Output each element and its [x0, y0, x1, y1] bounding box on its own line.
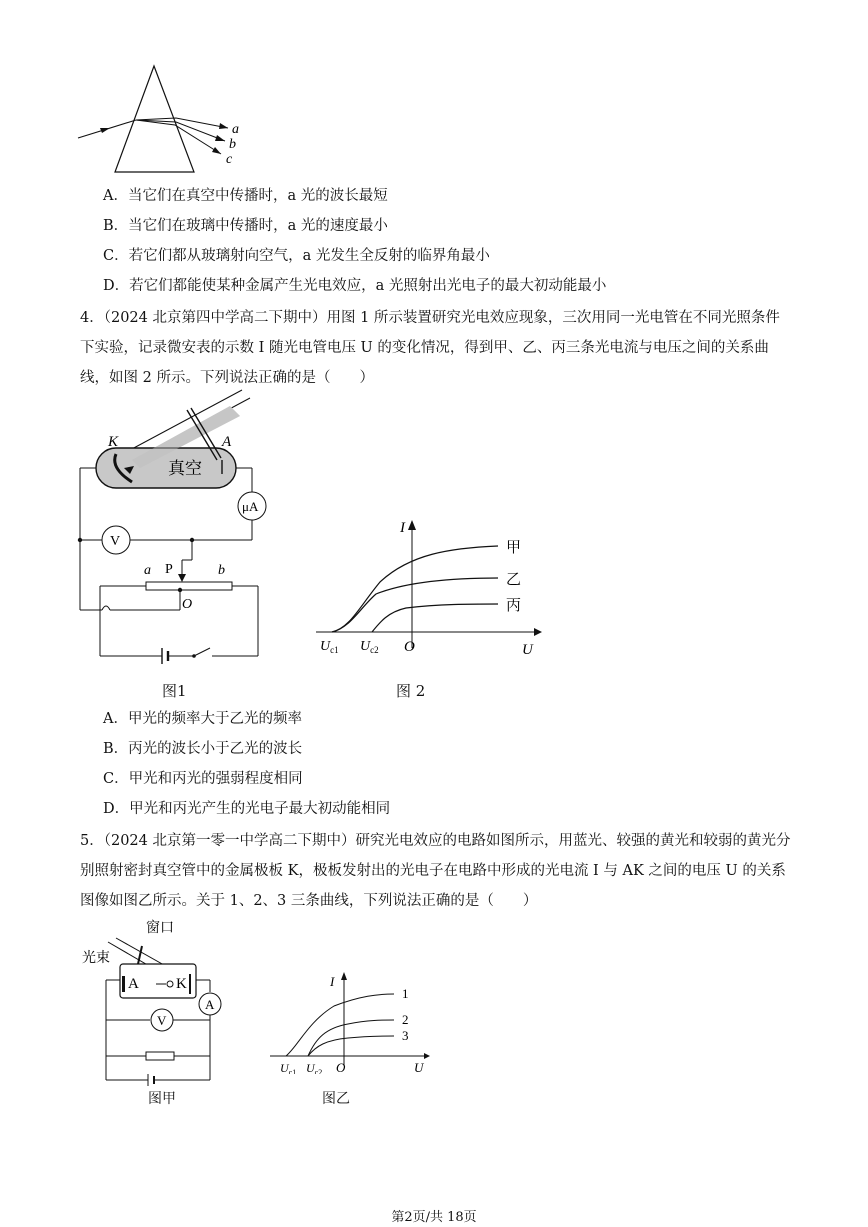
q4-stem: 4．（2024 北京第四中学高二下期中）用图 1 所示装置研究光电效应现象，三次用同一光电管在不同光照条件下实验，记录微安表的示数 I 随光电管电压 U 的变化情况，得到甲、乙、丙三条光电流与电压之间的关系曲线，如图 2 所示。下列说法正确的是（ ）: [80, 310, 780, 386]
label-a: a: [232, 122, 239, 137]
svg-text:Uc1: $U_{c1}$: [280, 1061, 297, 1074]
microammeter-label: μA: [242, 499, 259, 514]
q5-figure-yi: [268, 966, 438, 1074]
curve-3: [308, 1036, 394, 1056]
curve-yi: [332, 578, 498, 632]
svg-text:K: K: [176, 976, 187, 992]
voltmeter-label: V: [110, 534, 121, 549]
label-vacuum: 真空: [168, 459, 202, 478]
svg-text:I: I: [330, 974, 335, 989]
q4-option-c: C．甲光和丙光的强弱程度相同: [103, 771, 303, 787]
svg-text:Uc1: $U_{c1}$: [320, 639, 339, 655]
curve-1: [286, 994, 394, 1056]
svg-text:2: 2: [402, 1012, 409, 1027]
ray-c: [136, 120, 221, 154]
curve-bing: [372, 604, 498, 632]
svg-text:O: O: [336, 1060, 346, 1074]
fig-jia-caption: 图甲: [148, 1091, 176, 1107]
switch: [194, 648, 210, 656]
q4-option-b: B．丙光的波长小于乙光的波长: [103, 741, 303, 757]
svg-text:O: O: [404, 639, 415, 655]
q4-figure-1: [72, 388, 272, 670]
prism-figure: [70, 62, 260, 174]
svg-text:Uc2: $U_{c2}$: [306, 1061, 323, 1074]
svg-text:1: 1: [402, 986, 409, 1001]
label-O: O: [182, 597, 193, 612]
curve-jia: [332, 546, 498, 632]
label-beam: 光束: [82, 951, 110, 966]
ray-a: [136, 118, 228, 128]
fig-yi-caption: 图乙: [322, 1091, 350, 1107]
q3-option-d: D．若它们都能使某种金属产生光电效应，a 光照射出光电子的最大初动能最小: [103, 278, 607, 294]
q4-option-a: A．甲光的频率大于乙光的频率: [103, 711, 302, 727]
q3-option-c: C．若它们都从玻璃射向空气，a 光发生全反射的临界角最小: [103, 248, 490, 264]
svg-text:U: U: [414, 1060, 424, 1074]
page-footer: 第2页/共 18页: [391, 1210, 477, 1225]
q4-option-d: D．甲光和丙光产生的光电子最大初动能相同: [103, 801, 391, 817]
label-P: P: [165, 562, 173, 577]
label-b: b: [229, 137, 236, 152]
q3-option-a: A．当它们在真空中传播时，a 光的波长最短: [103, 188, 388, 204]
label-bing: 丙: [506, 598, 522, 614]
label-yi: 乙: [506, 572, 522, 588]
svg-text:3: 3: [402, 1028, 409, 1043]
svg-text:I: I: [400, 520, 405, 536]
fig2-caption: 图 2: [396, 682, 426, 700]
q3-option-b: B．当它们在玻璃中传播时，a 光的速度最小: [103, 218, 388, 234]
label-c: c: [226, 152, 233, 167]
fig1-caption: 图1: [162, 682, 187, 700]
q5-figure-jia: [76, 916, 246, 1088]
svg-text:Uc2: $U_{c2}$: [360, 639, 379, 655]
svg-text:A: A: [128, 976, 139, 992]
label-A: A: [222, 434, 232, 450]
label-K: K: [108, 434, 119, 450]
q5-stem: 5．（2024 北京第一零一中学高二下期中）研究光电效应的电路如图所示，用蓝光、较强的黄光和较弱的黄光分别照射密封真空管中的金属极板 K，极板发射出的光电子在电路中形成的光电流 I 与 AK 之间的电压 U 的关系图像如图乙所示。关于 1、2、3 三条曲线，下列说法正确的是（ ）: [80, 833, 791, 909]
svg-text:U: U: [522, 642, 533, 658]
label-window: 窗口: [146, 921, 174, 936]
svg-text:A: A: [205, 997, 215, 1012]
svg-text:V: V: [157, 1013, 167, 1028]
label-a-end: a: [144, 563, 151, 578]
q4-figure-2: [310, 518, 550, 660]
label-b-end: b: [218, 563, 225, 578]
rheostat: [146, 582, 232, 590]
label-jia: 甲: [506, 540, 522, 556]
